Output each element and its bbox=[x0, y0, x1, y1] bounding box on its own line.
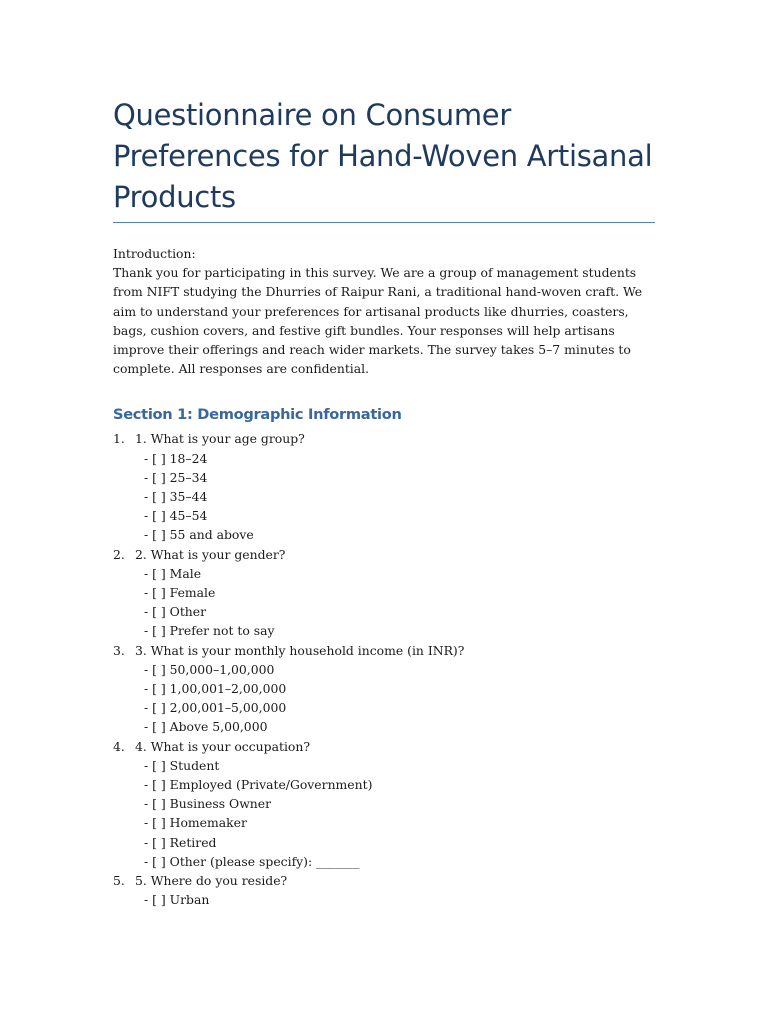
option-item: - [ ] Female bbox=[144, 585, 216, 601]
option-item: - [ ] Prefer not to say bbox=[144, 623, 275, 639]
option-list bbox=[135, 564, 655, 641]
document-title: Questionnaire on Consumer Preferences for Hand-Woven Artisanal Products bbox=[113, 98, 653, 214]
question-text: 3. What is your monthly household income (in INR)? bbox=[135, 642, 465, 658]
question-item bbox=[113, 871, 655, 909]
question-number: 4. bbox=[113, 738, 125, 754]
introduction bbox=[113, 244, 655, 378]
document-page bbox=[113, 0, 655, 910]
option-item: - [ ] 25–34 bbox=[144, 469, 208, 485]
option-item: - [ ] 1,00,001–2,00,000 bbox=[144, 681, 287, 697]
option-item: - [ ] 55 and above bbox=[144, 527, 254, 543]
question-number: 1. bbox=[113, 431, 125, 447]
option-item: - [ ] Above 5,00,000 bbox=[144, 719, 268, 735]
option-item: - [ ] 18–24 bbox=[144, 450, 208, 466]
question-text: 4. What is your occupation? bbox=[135, 738, 311, 754]
option-item: - [ ] Other (please specify): _______ bbox=[144, 853, 360, 869]
question-list bbox=[113, 429, 655, 909]
question-number: 5. bbox=[113, 873, 125, 889]
question-item bbox=[113, 545, 655, 641]
option-item: - [ ] 2,00,001–5,00,000 bbox=[144, 700, 287, 716]
option-item: - [ ] 45–54 bbox=[144, 508, 208, 524]
intro-label: Introduction: bbox=[113, 246, 196, 261]
option-list bbox=[135, 449, 655, 545]
question-text: 1. What is your age group? bbox=[135, 431, 305, 447]
option-item: - [ ] Homemaker bbox=[144, 815, 247, 831]
option-list bbox=[135, 660, 655, 737]
question-number: 3. bbox=[113, 642, 125, 658]
question-item bbox=[113, 641, 655, 737]
question-number: 2. bbox=[113, 546, 125, 562]
option-item: - [ ] 50,000–1,00,000 bbox=[144, 661, 275, 677]
option-list bbox=[135, 890, 655, 909]
question-text: 5. Where do you reside? bbox=[135, 873, 288, 889]
option-item: - [ ] Male bbox=[144, 565, 202, 581]
option-item: - [ ] Employed (Private/Government) bbox=[144, 777, 373, 793]
option-item: - [ ] Retired bbox=[144, 834, 217, 850]
question-item bbox=[113, 737, 655, 871]
option-item: - [ ] 35–44 bbox=[144, 489, 208, 505]
title-divider bbox=[113, 222, 655, 223]
option-item: - [ ] Student bbox=[144, 757, 220, 773]
section-heading: Section 1: Demographic Information bbox=[113, 406, 402, 424]
question-item bbox=[113, 429, 655, 544]
option-item: - [ ] Urban bbox=[144, 892, 210, 908]
option-item: - [ ] Business Owner bbox=[144, 796, 272, 812]
intro-text: Thank you for participating in this survey. We are a group of management students from NIFT studying the Dhurries of Raipur Rani, a traditional hand-woven craft. We aim to understand your preferences for artisanal products like dhurries, coasters, bags, cushion covers, and festive gift bundles. Your responses will help artisans improve their offerings and reach wider markets. The survey takes 5–7 minutes to complete. All responses are confidential. bbox=[113, 265, 643, 377]
option-item: - [ ] Other bbox=[144, 604, 207, 620]
question-text: 2. What is your gender? bbox=[135, 546, 286, 562]
option-list bbox=[135, 756, 655, 871]
